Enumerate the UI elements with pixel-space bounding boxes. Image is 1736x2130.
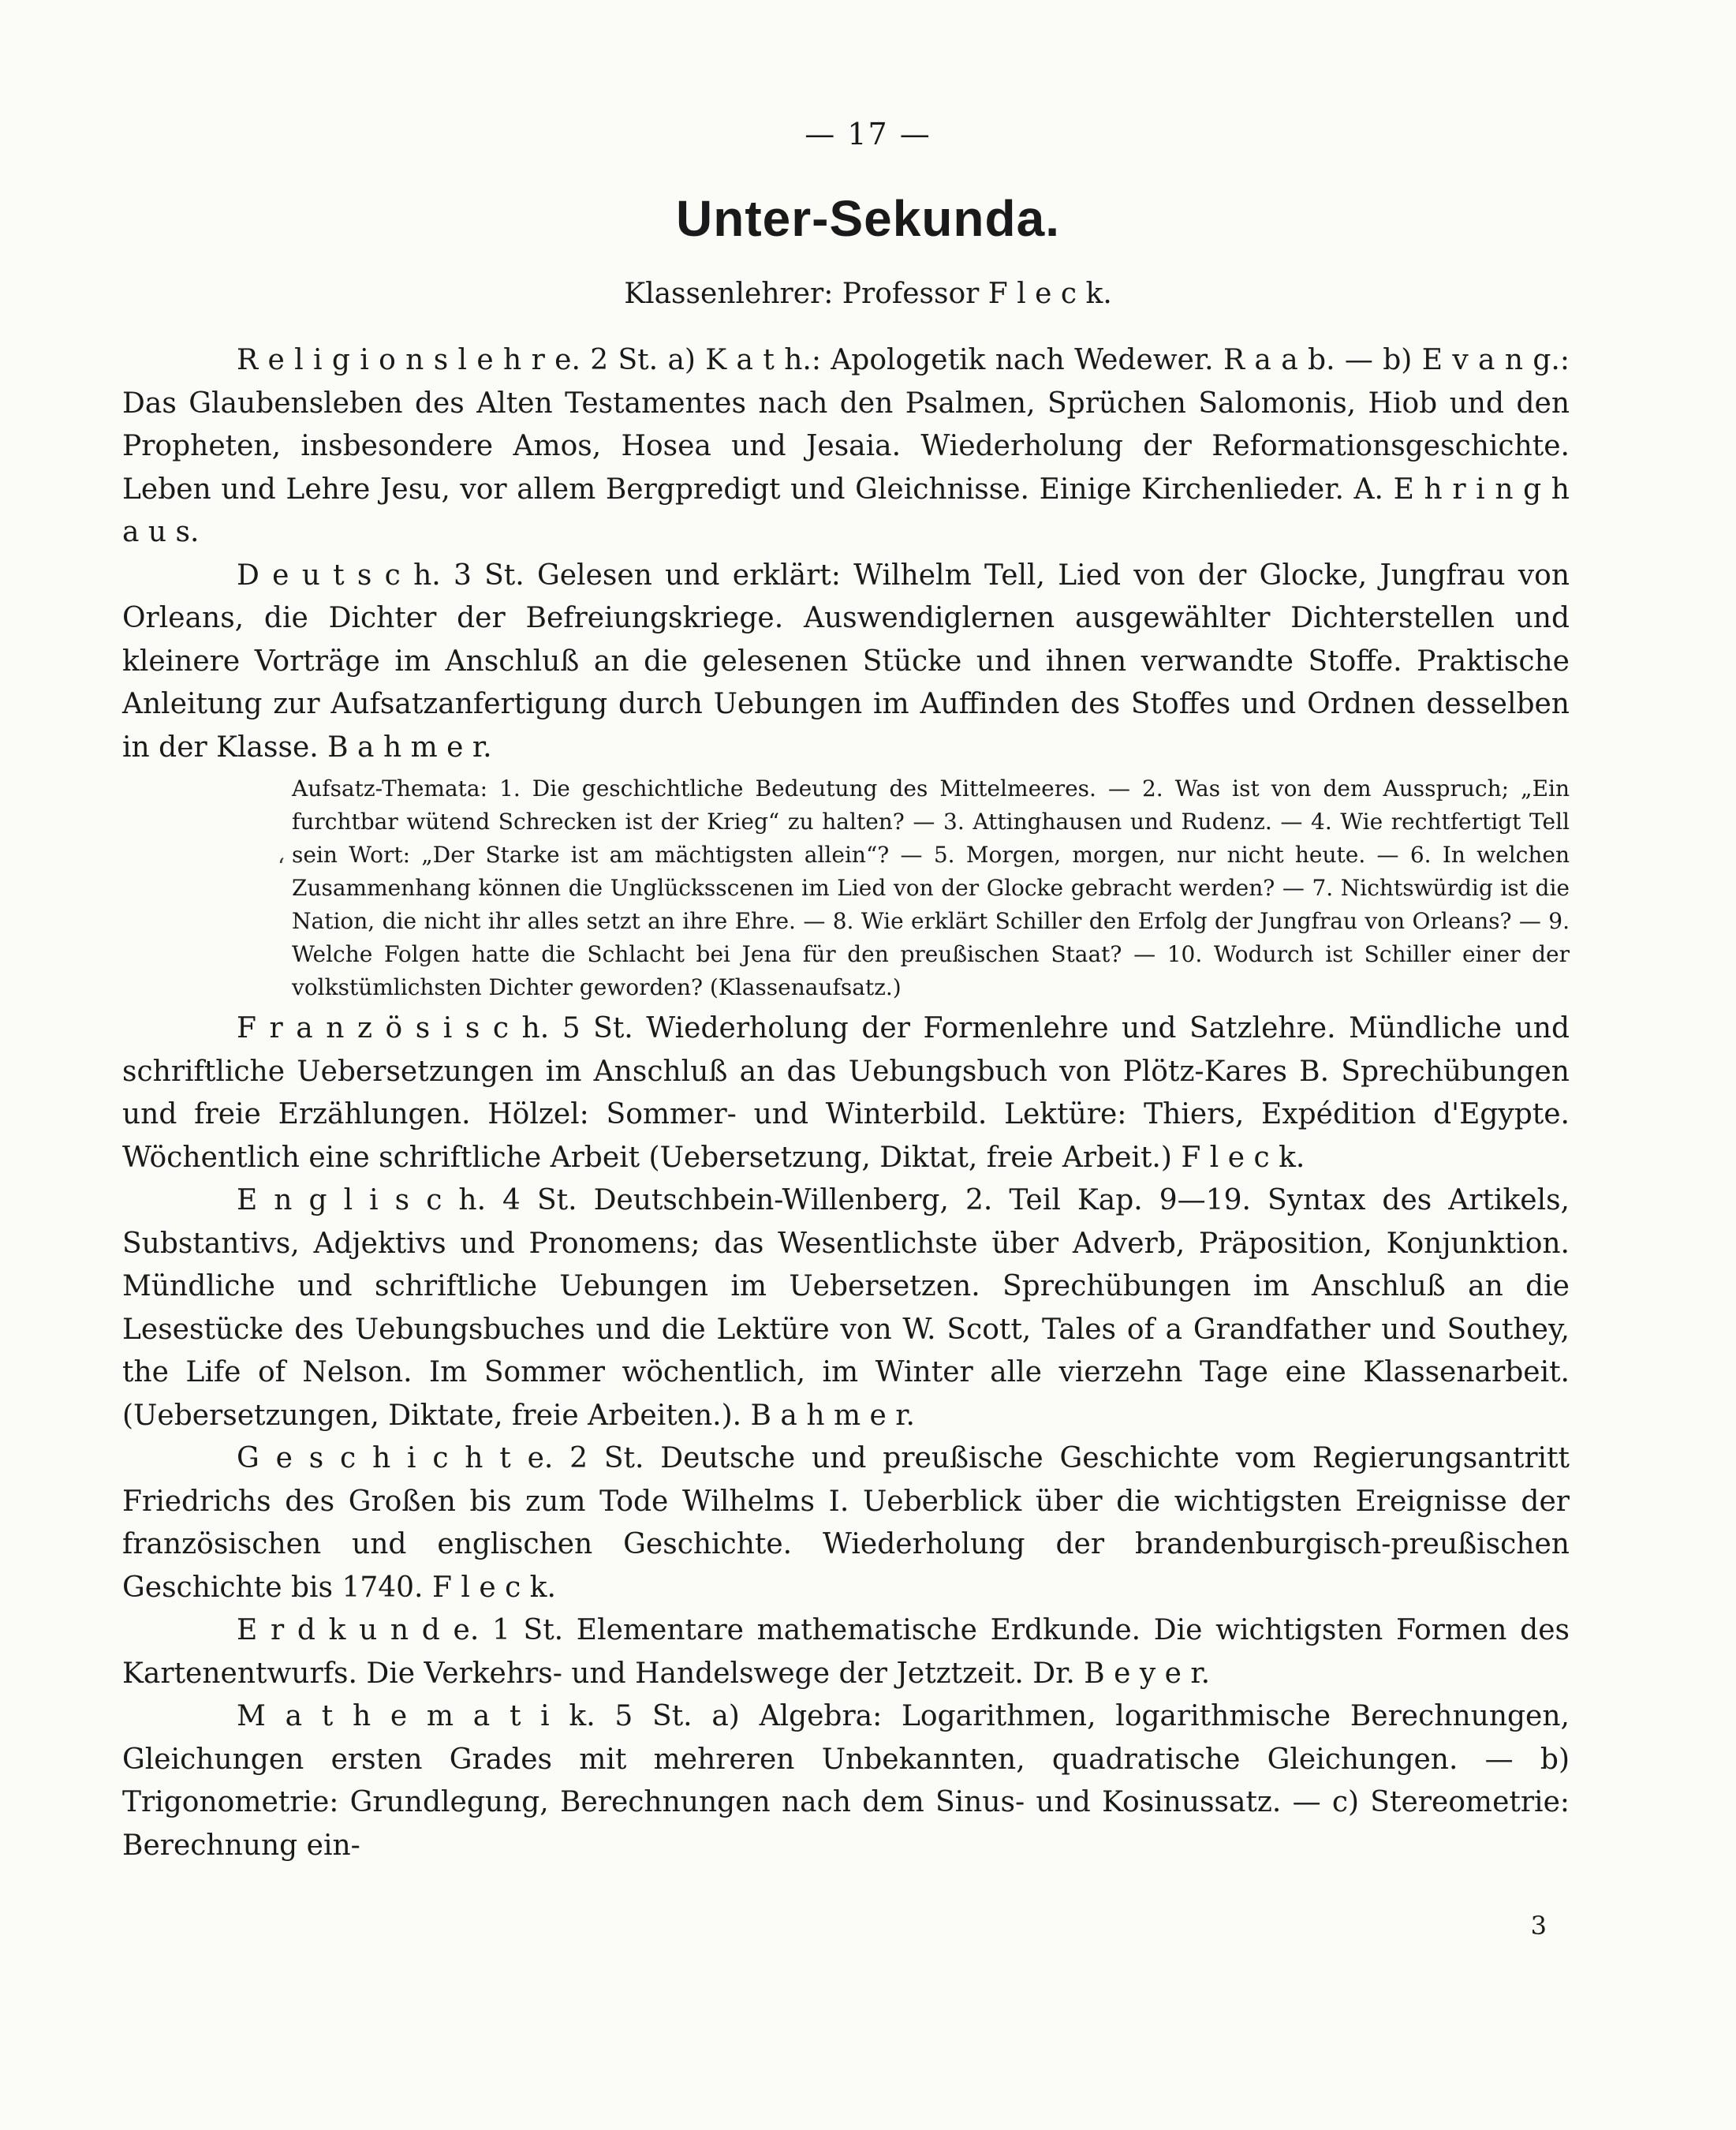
essay-themes: Aufsatz-Themata: 1. Die geschichtliche Bedeutung des Mittelmeeres. — 2. Was ist von dem Ausspruch; „Ein furchtbar wütend Schrecken ist der Krieg“ zu halten? — 3. Attinghausen und Rudenz. — 4. Wie rechtfertigt Tell sein Wort: „Der Starke ist am mächtigsten allein“? — 5. Morgen, morgen, nur nicht heute. — 6. In welchen Zusammenhang können die Unglücksscenen im Lied von der Glocke gebracht werden? — 7. Nichtswürdig ist die Nation, die nicht ihr alles setzt an ihre Ehre. — 8. Wie erklärt Schiller den Erfolg der Jungfrau von Orleans? — 9. Welche Folgen hatte die Schlacht bei Jena für den preußischen Staat? — 10. Wodurch ist Schiller einer der volkstümlichsten Dichter geworden? (Klassenaufsatz.)	[292, 775, 1570, 1000]
paragraph-english	[122, 1179, 1570, 1437]
paragraph-text: 3 St. Gelesen und erklärt: Wilhelm Tell, Lied von der Glocke, Jungfrau von Orleans, die Dichter der Befreiungskriege. Auswendiglernen ausgewählter Dichterstellen und kleinere Vorträge im Anschluß an die gelesenen Stücke und ihnen verwandte Stoffe. Praktische Anleitung zur Aufsatzanfertigung durch Uebungen im Auffinden des Stoffes und Ordnen desselben in der Klasse. B a h m e r.	[122, 559, 1570, 764]
document-body	[122, 339, 1570, 1867]
paragraph-text: 2 St. a) K a t h.: Apologetik nach Wedewer. R a a b. — b) E v a n g.: Das Glaubensleben des Alten Testamentes nach den Psalmen, Sprüchen Salomonis, Hiob und den Propheten, insbesondere Amos, Hosea und Jesaia. Wiederholung der Reformationsgeschichte. Leben und Lehre Jesu, vor allem Bergpredigt und Gleichnisse. Einige Kirchenlieder. A. E h r i n g h a u s.	[122, 344, 1570, 548]
subject-heading: M a t h e m a t i k.	[237, 1700, 595, 1732]
paragraph-religion	[122, 339, 1570, 555]
class-teacher-line: Klassenlehrer: Professor F l e c k.	[624, 278, 1112, 310]
paragraph-french	[122, 1007, 1570, 1179]
subject-heading: E n g l i s c h.	[237, 1184, 487, 1216]
page-title: Unter-Sekunda.	[676, 190, 1060, 247]
paragraph-geography	[122, 1609, 1570, 1695]
paragraph-history	[122, 1437, 1570, 1609]
signature-mark: 3	[1530, 1911, 1547, 1941]
paragraph-text: 2 St. Deutsche und preußische Geschichte vom Regierungsantritt Friedrichs des Großen bis zum Tode Wilhelms I. Ueberblick über die wichtigsten Ereignisse der französischen und englischen Geschichte. Wiederholung der brandenburgisch-preußischen Geschichte bis 1740. F l e c k.	[122, 1442, 1570, 1604]
subject-heading: R e l i g i o n s l e h r e.	[237, 344, 581, 376]
paragraph-text: 5 St. Wiederholung der Formenlehre und Satzlehre. Mündliche und schriftliche Uebersetzungen im Anschluß an das Uebungsbuch von Plötz-Kares B. Sprechübungen und freie Erzählungen. Hölzel: Sommer- und Winterbild. Lektüre: Thiers, Expédition d'Egypte. Wöchentlich eine schriftliche Arbeit (Uebersetzung, Diktat, freie Arbeit.) F l e c k.	[122, 1012, 1570, 1174]
subject-heading: E r d k u n d e.	[237, 1614, 480, 1646]
subject-heading: D e u t s c h.	[237, 559, 441, 592]
paragraph-german	[122, 555, 1570, 770]
paragraph-mathematics	[122, 1695, 1570, 1867]
subject-heading: G e s c h i c h t e.	[237, 1442, 554, 1474]
page-number: — 17 —	[805, 117, 931, 151]
paragraph-text: 1 St. Elementare mathematische Erdkunde. Die wichtigsten Formen des Kartenentwurfs. Die Verkehrs- und Handelswege der Jetztzeit. Dr. B e y e r.	[122, 1614, 1570, 1690]
paragraph-text: 5 St. a) Algebra: Logarithmen, logarithmische Berechnungen, Gleichungen ersten Grades mit mehreren Unbekannten, quadratische Gleichungen. — b) Trigonometrie: Grundlegung, Berechnungen nach dem Sinus- und Kosinussatz. — c) Stereometrie: Berechnung ein-	[122, 1700, 1570, 1862]
margin-mark: ‘	[278, 854, 285, 880]
paragraph-text: 4 St. Deutschbein-Willenberg, 2. Teil Kap. 9—19. Syntax des Artikels, Substantivs, Adjektivs und Pronomens; das Wesentlichste über Adverb, Präposition, Konjunktion. Mündliche und schriftliche Uebungen im Uebersetzen. Sprechübungen im Anschluß an die Lesestücke des Uebungsbuches und die Lektüre von W. Scott, Tales of a Grandfather und Southey, the Life of Nelson. Im Sommer wöchentlich, im Winter alle vierzehn Tage eine Klassenarbeit. (Uebersetzungen, Diktate, freie Arbeiten.). B a h m e r.	[122, 1184, 1570, 1432]
subject-heading: F r a n z ö s i s c h.	[237, 1012, 550, 1044]
